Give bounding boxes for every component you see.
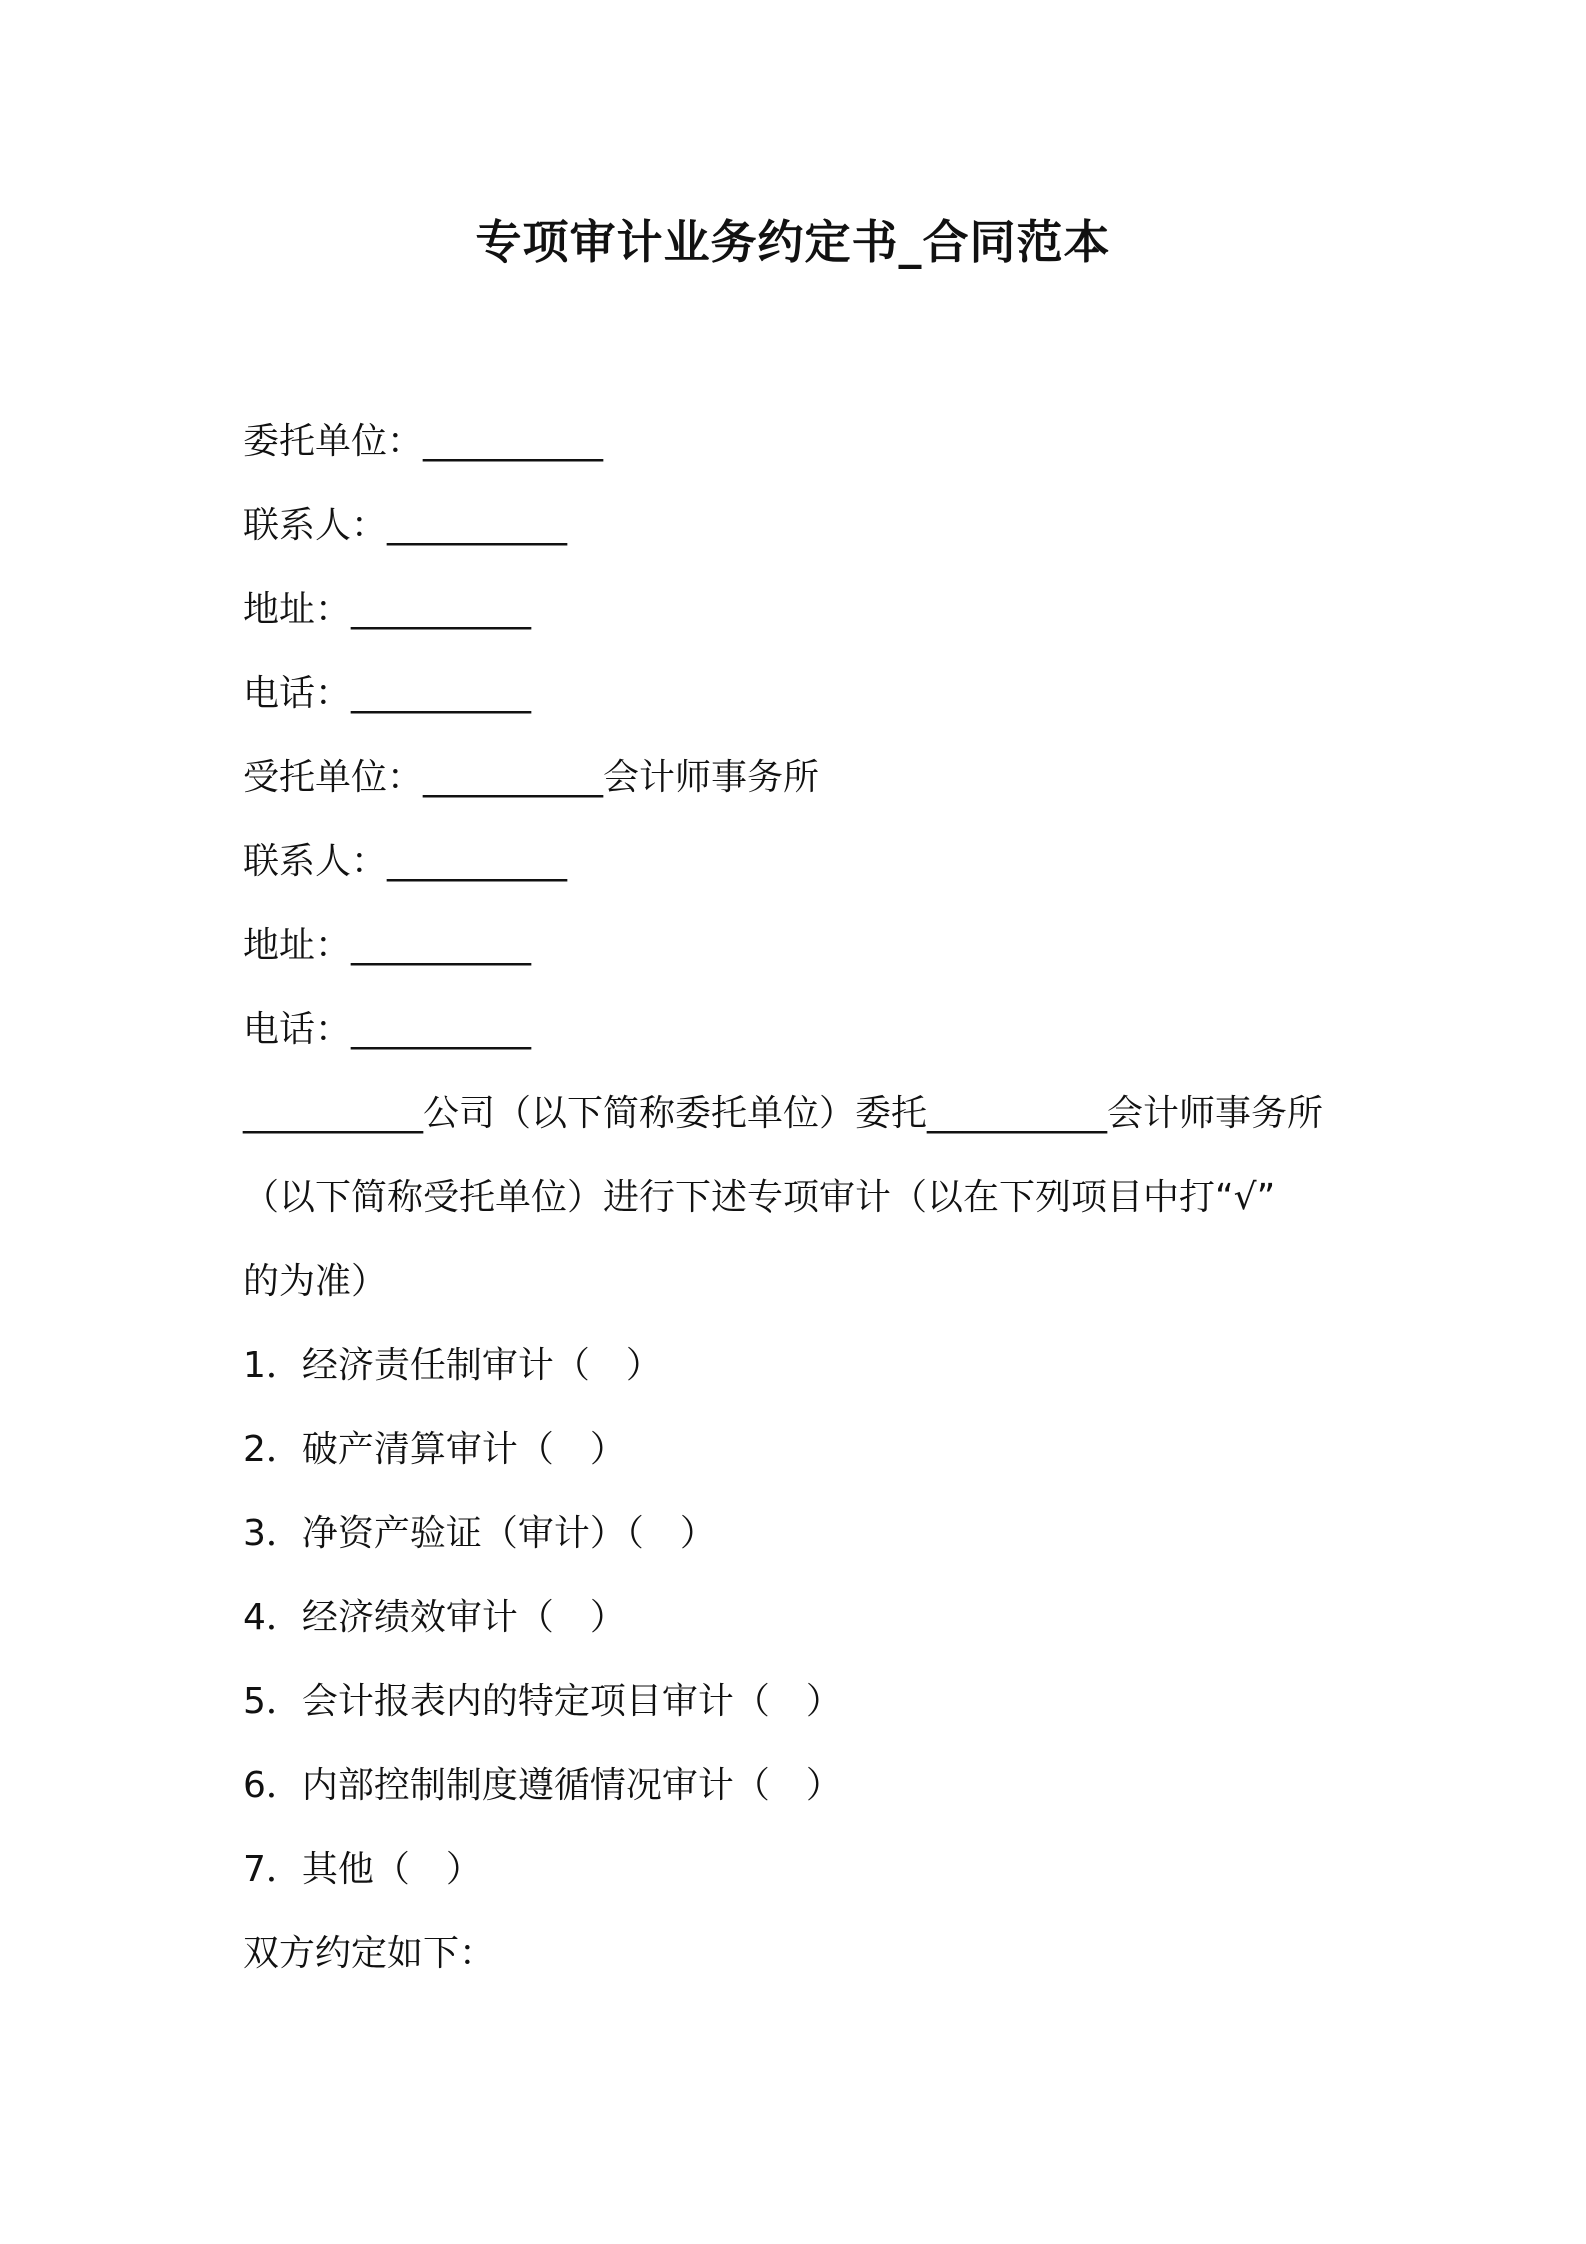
document-title: 专项审计业务约定书_合同范本	[475, 215, 1111, 269]
list-item: 4．经济绩效审计（ ）	[243, 1597, 626, 1638]
intro-line: __________公司（以下简称委托单位）委托__________会计师事务所	[243, 1093, 1324, 1134]
document-body	[243, 400, 1363, 1996]
closing-text: 双方约定如下：	[243, 1933, 496, 1974]
list-item: 6．内部控制制度遵循情况审计（ ）	[243, 1765, 842, 1806]
intro-line: 的为准）	[243, 1261, 388, 1302]
field-client-contact: 联系人：__________	[243, 505, 568, 546]
field-client-unit: 委托单位：__________	[243, 421, 604, 462]
field-trustee-contact: 联系人：__________	[243, 841, 568, 882]
intro-line: （以下简称受托单位）进行下述专项审计（以在下列项目中打“√”	[243, 1177, 1276, 1218]
list-item: 5．会计报表内的特定项目审计（ ）	[243, 1681, 842, 1722]
field-client-address: 地址：__________	[243, 589, 532, 630]
list-item: 1．经济责任制审计（ ）	[243, 1345, 662, 1386]
list-item: 3．净资产验证（审计）（ ）	[243, 1513, 716, 1554]
intro-paragraph	[243, 1072, 1363, 1324]
field-client-phone: 电话：__________	[243, 673, 532, 714]
field-trustee-phone: 电话：__________	[243, 1009, 532, 1050]
field-trustee-unit: 受托单位：__________会计师事务所	[243, 757, 820, 798]
list-item: 7．其他（ ）	[243, 1849, 482, 1890]
list-item: 2．破产清算审计（ ）	[243, 1429, 626, 1470]
field-trustee-address: 地址：__________	[243, 925, 532, 966]
